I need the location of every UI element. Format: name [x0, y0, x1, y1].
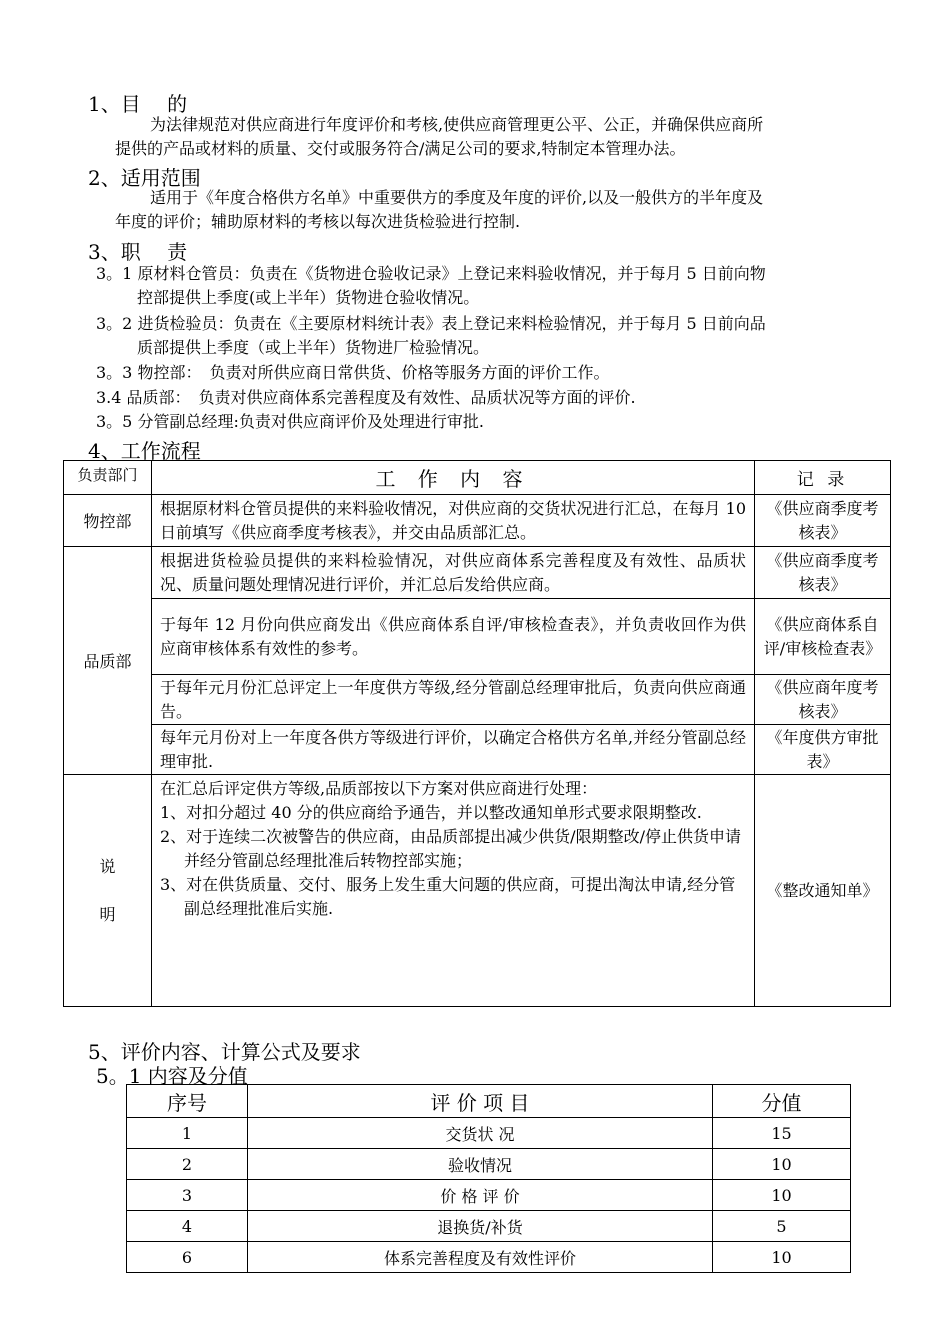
flow-row-pinzhi-4 [64, 725, 891, 775]
section-3-2-line-2: 质部提供上季度（或上半年）货物进厂检验情况。 [137, 338, 490, 357]
header-dept: 负责部门 [64, 461, 152, 495]
work-flow-table [63, 460, 891, 1007]
record-pinzhi-1: 《供应商季度考核表》 [755, 547, 891, 599]
score-row-no: 3 [127, 1180, 248, 1211]
score-row-value: 15 [713, 1118, 851, 1149]
flow-row-pinzhi-3 [64, 675, 891, 725]
section-3-5: 3。5 分管副总经理:负责对供应商评价及处理进行审批. [96, 412, 484, 431]
score-row [127, 1180, 851, 1211]
flow-row-pinzhi-2 [64, 599, 891, 675]
work-pinzhi-1: 根据进货检验员提供的来料检验情况，对供应商体系完善程度及有效性、品质状况、质量问题处理情况进行评价，并汇总后发给供应商。 [152, 547, 755, 599]
flow-row-wukong [64, 495, 891, 547]
score-header-score: 分值 [713, 1085, 851, 1118]
note-label-char-2: 明 [99, 904, 116, 924]
note-label-char-1: 说 [99, 856, 116, 876]
work-wukong: 根据原材料仓管员提供的来料验收情况，对供应商的交货状况进行汇总，在每月 10 日前填写《供应商季度考核表》，并交由品质部汇总。 [152, 495, 755, 547]
note-item-2: 2、对于连续二次被警告的供应商，由品质部提出减少供货/限期整改/停止供货申请并经分管副总经理批准后转物控部实施； [160, 827, 741, 870]
score-row-no: 6 [127, 1242, 248, 1273]
section-5-title: 5、评价内容、计算公式及要求 [88, 1040, 361, 1064]
note-item-3: 3、对在供货质量、交付、服务上发生重大问题的供应商，可提出淘汰申请,经分管副总经理批准后实施. [160, 875, 736, 918]
section-1-title: 1、目 的 [88, 92, 188, 116]
work-pinzhi-4: 每年元月份对上一年度各供方等级进行评价，以确定合格供方名单,并经分管副总经理审批. [152, 725, 755, 775]
section-3-1-line-1: 3。1 原材料仓管员：负责在《货物进仓验收记录》上登记来料验收情况，并于每月 5 日前向物 [96, 264, 766, 283]
score-row-value: 10 [713, 1180, 851, 1211]
dept-pinzhi: 品质部 [64, 547, 152, 775]
section-2-body-line-1: 适用于《年度合格供方名单》中重要供方的季度及年度的评价,以及一般供方的半年度及 [150, 188, 764, 207]
section-1-body-line-1: 为法律规范对供应商进行年度评价和考核,使供应商管理更公平、公正，并确保供应商所 [150, 115, 764, 134]
score-row-value: 5 [713, 1211, 851, 1242]
score-row [127, 1242, 851, 1273]
section-2-title: 2、适用范围 [88, 166, 201, 190]
score-row-no: 1 [127, 1118, 248, 1149]
section-3-title: 3、职 责 [88, 240, 188, 264]
header-record: 记 录 [755, 461, 891, 495]
work-pinzhi-2: 于每年 12 月份向供应商发出《供应商体系自评/审核检查表》，并负责收回作为供应商审核体系有效性的参考。 [152, 599, 755, 675]
note-intro: 在汇总后评定供方等级,品质部按以下方案对供应商进行处理： [160, 779, 598, 798]
score-row [127, 1211, 851, 1242]
dept-wukong: 物控部 [64, 495, 152, 547]
dept-note [64, 775, 152, 1007]
record-pinzhi-4: 《年度供方审批表》 [755, 725, 891, 775]
flow-row-note [64, 775, 891, 1007]
section-3-1-line-2: 控部提供上季度(或上半年）货物进仓验收情况。 [137, 288, 480, 307]
record-wukong: 《供应商季度考核表》 [755, 495, 891, 547]
score-row-value: 10 [713, 1149, 851, 1180]
score-row-item: 体系完善程度及有效性评价 [248, 1242, 713, 1273]
score-row-item: 退换货/补货 [248, 1211, 713, 1242]
score-row-value: 10 [713, 1242, 851, 1273]
score-row-no: 4 [127, 1211, 248, 1242]
section-3-4: 3.4 品质部： 负责对供应商体系完善程度及有效性、品质状况等方面的评价. [96, 388, 636, 407]
work-pinzhi-3: 于每年元月份汇总评定上一年度供方等级,经分管副总经理审批后，负责向供应商通告。 [152, 675, 755, 725]
score-header-item: 评 价 项 目 [248, 1085, 713, 1118]
score-row [127, 1149, 851, 1180]
section-3-3: 3。3 物控部： 负责对所供应商日常供货、价格等服务方面的评价工作。 [96, 363, 610, 382]
flow-row-pinzhi-1 [64, 547, 891, 599]
header-work-content: 工 作 内 容 [152, 461, 755, 495]
record-note: 《整改通知单》 [755, 775, 891, 1007]
section-2-body-line-2: 年度的评价；辅助原材料的考核以每次进货检验进行控制. [115, 212, 521, 231]
score-row-item: 价 格 评 价 [248, 1180, 713, 1211]
score-row-no: 2 [127, 1149, 248, 1180]
note-content [152, 775, 755, 1007]
section-5-1-title: 5。1 内容及分值 [96, 1064, 248, 1088]
flow-table-header [64, 461, 891, 495]
score-row [127, 1118, 851, 1149]
record-pinzhi-3: 《供应商年度考核表》 [755, 675, 891, 725]
record-pinzhi-2: 《供应商体系自评/审核检查表》 [755, 599, 891, 675]
section-3-2-line-1: 3。2 进货检验员：负责在《主要原材料统计表》表上登记来料检验情况，并于每月 5 日前向品 [96, 314, 766, 333]
note-item-1: 1、对扣分超过 40 分的供应商给予通告，并以整改通知单形式要求限期整改. [160, 803, 702, 822]
score-row-item: 交货状 况 [248, 1118, 713, 1149]
score-table-header [127, 1085, 851, 1118]
section-4-title: 4、工作流程 [88, 439, 201, 463]
score-header-no: 序号 [127, 1085, 248, 1118]
score-table [126, 1084, 851, 1273]
score-row-item: 验收情况 [248, 1149, 713, 1180]
section-1-body-line-2: 提供的产品或材料的质量、交付或服务符合/满足公司的要求,特制定本管理办法。 [115, 139, 686, 158]
